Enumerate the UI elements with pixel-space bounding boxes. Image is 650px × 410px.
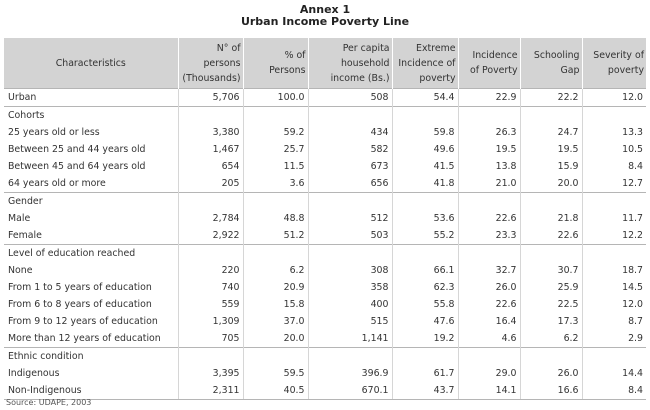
empty-cell <box>582 245 646 263</box>
table-row <box>4 262 646 279</box>
characteristic-cell: Female <box>8 230 42 241</box>
table-row <box>4 210 646 227</box>
table-row <box>4 296 646 313</box>
schooling-gap-cell: 22.6 <box>520 227 582 245</box>
severity-cell: 2.9 <box>582 330 646 348</box>
severity-cell: 8.7 <box>582 313 646 330</box>
severity-cell: 18.7 <box>582 262 646 279</box>
income-cell: 396.9 <box>308 365 392 382</box>
table-row <box>4 279 646 296</box>
incidence-cell: 22.6 <box>458 210 520 227</box>
empty-cell <box>458 193 520 211</box>
persons-cell: 205 <box>178 175 243 193</box>
table-row <box>4 227 646 245</box>
income-cell: 434 <box>308 124 392 141</box>
income-cell: 1,141 <box>308 330 392 348</box>
schooling-gap-cell: 17.3 <box>520 313 582 330</box>
persons-cell: 705 <box>178 330 243 348</box>
extreme-incidence-cell: 54.4 <box>392 89 458 107</box>
severity-cell: 10.5 <box>582 141 646 158</box>
empty-cell <box>520 107 582 125</box>
annex-label: Annex 1 <box>299 3 351 16</box>
section-heading: Gender <box>4 193 178 211</box>
persons-cell: 220 <box>178 262 243 279</box>
persons-cell: 1,309 <box>178 313 243 330</box>
schooling-gap-cell: 22.2 <box>520 89 582 107</box>
empty-cell <box>308 107 392 125</box>
incidence-cell: 14.1 <box>458 382 520 400</box>
empty-cell <box>243 348 308 366</box>
header-row <box>4 38 646 89</box>
persons-cell: 3,380 <box>178 124 243 141</box>
incidence-cell: 22.9 <box>458 89 520 107</box>
empty-cell <box>392 193 458 211</box>
section-heading: Level of education reached <box>4 245 178 263</box>
section-heading: Ethnic condition <box>4 348 178 366</box>
incidence-cell: 21.0 <box>458 175 520 193</box>
income-cell: 670.1 <box>308 382 392 400</box>
extreme-incidence-cell: 41.8 <box>392 175 458 193</box>
characteristic-cell: From 1 to 5 years of education <box>8 282 152 293</box>
persons-cell: 654 <box>178 158 243 175</box>
persons-cell: 1,467 <box>178 141 243 158</box>
percent-cell: 37.0 <box>243 313 308 330</box>
percent-cell: 15.8 <box>243 296 308 313</box>
income-cell: 582 <box>308 141 392 158</box>
empty-cell <box>458 107 520 125</box>
section-heading-row <box>4 348 646 366</box>
empty-cell <box>243 193 308 211</box>
percent-cell: 3.6 <box>243 175 308 193</box>
characteristic-cell: Between 45 and 64 years old <box>8 161 146 172</box>
empty-cell <box>582 348 646 366</box>
persons-cell: 2,311 <box>178 382 243 400</box>
characteristic-cell: From 6 to 8 years of education <box>8 299 152 310</box>
severity-cell: 8.4 <box>582 158 646 175</box>
column-header: % of Persons <box>243 38 308 89</box>
column-header: Extreme Incidence of poverty <box>392 38 458 89</box>
persons-cell: 2,784 <box>178 210 243 227</box>
persons-cell: 5,706 <box>178 89 243 107</box>
empty-cell <box>520 348 582 366</box>
incidence-cell: 4.6 <box>458 330 520 348</box>
income-cell: 515 <box>308 313 392 330</box>
empty-cell <box>520 193 582 211</box>
characteristic-cell: Male <box>8 213 31 224</box>
table-title: Urban Income Poverty Line <box>240 15 410 28</box>
section-heading-row <box>4 245 646 263</box>
persons-cell: 740 <box>178 279 243 296</box>
income-cell: 512 <box>308 210 392 227</box>
column-header: Per capita household income (Bs.) <box>308 38 392 89</box>
schooling-gap-cell: 6.2 <box>520 330 582 348</box>
percent-cell: 11.5 <box>243 158 308 175</box>
characteristic-cell: None <box>8 265 33 276</box>
extreme-incidence-cell: 59.8 <box>392 124 458 141</box>
extreme-incidence-cell: 43.7 <box>392 382 458 400</box>
empty-cell <box>582 107 646 125</box>
income-cell: 673 <box>308 158 392 175</box>
extreme-incidence-cell: 41.5 <box>392 158 458 175</box>
percent-cell: 59.5 <box>243 365 308 382</box>
column-header: Severity of poverty <box>582 38 646 89</box>
empty-cell <box>392 107 458 125</box>
extreme-incidence-cell: 49.6 <box>392 141 458 158</box>
percent-cell: 59.2 <box>243 124 308 141</box>
severity-cell: 14.5 <box>582 279 646 296</box>
severity-cell: 14.4 <box>582 365 646 382</box>
percent-cell: 25.7 <box>243 141 308 158</box>
table-row <box>4 175 646 193</box>
header-characteristics: Characteristics <box>4 38 178 89</box>
extreme-incidence-cell: 62.3 <box>392 279 458 296</box>
empty-cell <box>178 348 243 366</box>
extreme-incidence-cell: 55.8 <box>392 296 458 313</box>
severity-cell: 12.2 <box>582 227 646 245</box>
percent-cell: 20.0 <box>243 330 308 348</box>
characteristic-cell: 64 years old or more <box>8 178 106 189</box>
table-row <box>4 158 646 175</box>
incidence-cell: 26.3 <box>458 124 520 141</box>
income-cell: 508 <box>308 89 392 107</box>
table-row <box>4 382 646 400</box>
income-cell: 400 <box>308 296 392 313</box>
incidence-cell: 23.3 <box>458 227 520 245</box>
source-note: Source: UDAPE, 2003 <box>6 398 92 407</box>
severity-cell: 12.7 <box>582 175 646 193</box>
empty-cell <box>458 245 520 263</box>
empty-cell <box>308 348 392 366</box>
percent-cell: 100.0 <box>243 89 308 107</box>
persons-cell: 559 <box>178 296 243 313</box>
empty-cell <box>308 193 392 211</box>
income-cell: 308 <box>308 262 392 279</box>
characteristic-cell: 25 years old or less <box>8 127 100 138</box>
empty-cell <box>178 245 243 263</box>
severity-cell: 8.4 <box>582 382 646 400</box>
section-heading: Cohorts <box>4 107 178 125</box>
table-row <box>4 124 646 141</box>
extreme-incidence-cell: 66.1 <box>392 262 458 279</box>
characteristic-cell: Urban <box>4 89 178 107</box>
percent-cell: 20.9 <box>243 279 308 296</box>
table-body <box>4 89 646 400</box>
percent-cell: 40.5 <box>243 382 308 400</box>
schooling-gap-cell: 21.8 <box>520 210 582 227</box>
section-heading-row <box>4 193 646 211</box>
incidence-cell: 19.5 <box>458 141 520 158</box>
schooling-gap-cell: 24.7 <box>520 124 582 141</box>
characteristic-cell: From 9 to 12 years of education <box>8 316 158 327</box>
empty-cell <box>243 245 308 263</box>
table-row <box>4 89 646 107</box>
empty-cell <box>392 245 458 263</box>
extreme-incidence-cell: 61.7 <box>392 365 458 382</box>
empty-cell <box>458 348 520 366</box>
persons-cell: 3,395 <box>178 365 243 382</box>
characteristic-cell: More than 12 years of education <box>8 333 161 344</box>
schooling-gap-cell: 30.7 <box>520 262 582 279</box>
empty-cell <box>582 193 646 211</box>
severity-cell: 13.3 <box>582 124 646 141</box>
table-row <box>4 313 646 330</box>
table-row <box>4 365 646 382</box>
column-header: Incidence of Poverty <box>458 38 520 89</box>
extreme-incidence-cell: 47.6 <box>392 313 458 330</box>
schooling-gap-cell: 20.0 <box>520 175 582 193</box>
incidence-cell: 29.0 <box>458 365 520 382</box>
extreme-incidence-cell: 19.2 <box>392 330 458 348</box>
table-header <box>4 38 646 89</box>
income-cell: 656 <box>308 175 392 193</box>
schooling-gap-cell: 22.5 <box>520 296 582 313</box>
column-header: Schooling Gap <box>520 38 582 89</box>
empty-cell <box>520 245 582 263</box>
schooling-gap-cell: 16.6 <box>520 382 582 400</box>
empty-cell <box>178 193 243 211</box>
characteristic-cell: Indigenous <box>8 368 60 379</box>
percent-cell: 51.2 <box>243 227 308 245</box>
severity-cell: 12.0 <box>582 296 646 313</box>
table-row <box>4 141 646 158</box>
incidence-cell: 22.6 <box>458 296 520 313</box>
empty-cell <box>243 107 308 125</box>
severity-cell: 12.0 <box>582 89 646 107</box>
persons-cell: 2,922 <box>178 227 243 245</box>
empty-cell <box>392 348 458 366</box>
table-row <box>4 330 646 348</box>
poverty-table <box>4 38 646 400</box>
income-cell: 358 <box>308 279 392 296</box>
schooling-gap-cell: 15.9 <box>520 158 582 175</box>
percent-cell: 6.2 <box>243 262 308 279</box>
percent-cell: 48.8 <box>243 210 308 227</box>
incidence-cell: 13.8 <box>458 158 520 175</box>
section-heading-row <box>4 107 646 125</box>
extreme-incidence-cell: 55.2 <box>392 227 458 245</box>
column-header: N° of persons (Thousands) <box>178 38 243 89</box>
empty-cell <box>308 245 392 263</box>
characteristic-cell: Between 25 and 44 years old <box>8 144 146 155</box>
severity-cell: 11.7 <box>582 210 646 227</box>
schooling-gap-cell: 26.0 <box>520 365 582 382</box>
schooling-gap-cell: 25.9 <box>520 279 582 296</box>
extreme-incidence-cell: 53.6 <box>392 210 458 227</box>
incidence-cell: 26.0 <box>458 279 520 296</box>
characteristic-cell: Non-Indigenous <box>4 382 178 400</box>
incidence-cell: 32.7 <box>458 262 520 279</box>
income-cell: 503 <box>308 227 392 245</box>
incidence-cell: 16.4 <box>458 313 520 330</box>
empty-cell <box>178 107 243 125</box>
schooling-gap-cell: 19.5 <box>520 141 582 158</box>
